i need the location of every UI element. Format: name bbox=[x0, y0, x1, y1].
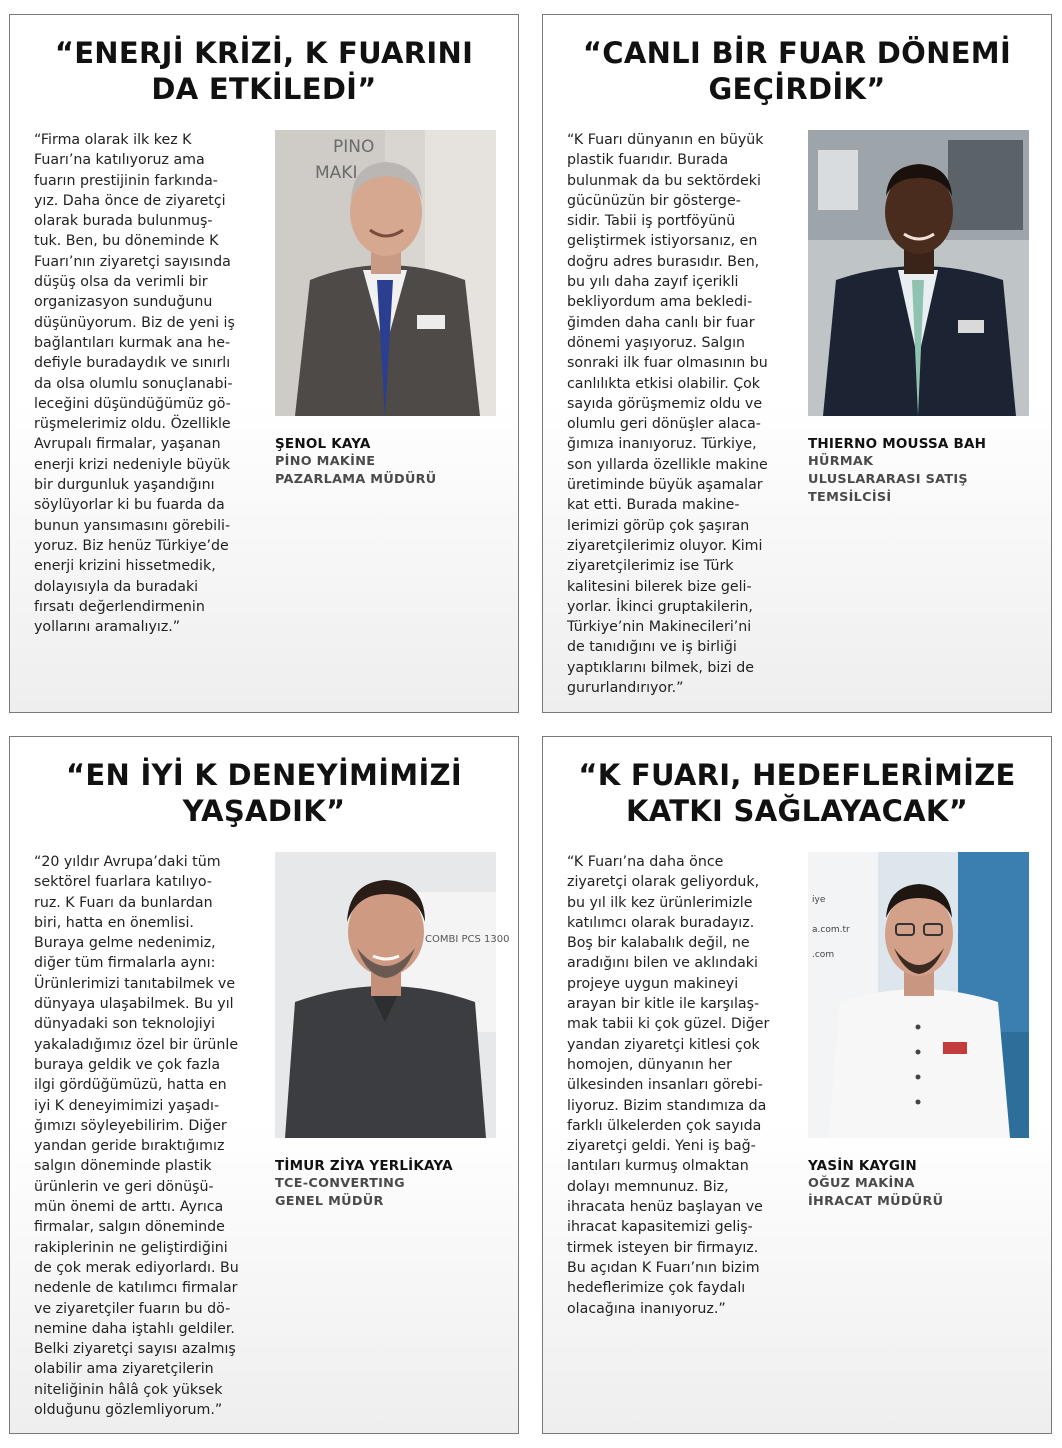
person-name: THIERNO MOUSSA BAH bbox=[808, 436, 987, 452]
interview-card-yasin-kaygin bbox=[542, 736, 1052, 1434]
person-role: PİNO MAKİNE PAZARLAMA MÜDÜRÜ bbox=[275, 454, 437, 487]
card-headline: “CANLI BİR FUAR DÖNEMİ GEÇİRDİK” bbox=[582, 36, 1012, 106]
photo-sign-line-3: .com bbox=[812, 950, 835, 960]
portrait-photo bbox=[275, 852, 510, 1138]
card-headline: “K FUARI, HEDEFLERİMİZE KATKI SAĞLAYACAK” bbox=[578, 758, 1016, 828]
person-name: TİMUR ZİYA YERLİKAYA bbox=[275, 1158, 453, 1174]
card-quote-text: “K Fuarı dünyanın en büyük plastik fuarıdır. Burada bulunmak da bu sektördeki gücünüzün bir gösterge- sidir. Tabii iş portföyünü geliştirmek istiyorsanız, en doğru adres burasıdır. Ben, bu yılı daha zayıf içerikli bekliyordum ama bekledi- ğimden daha canlı bir fuar dönemi yaşıyoruz. Salgın sonraki ilk fuar olmasının bu canlılıkta etkisi olabilir. Çok sayıda görüşmemiz oldu ve olumlu geri dönüşler alaca- ğımıza inanıyoruz. Türkiye, son yıllarda özellikle makine üretiminde büyük aşamalar kat etti. Burada makine- lerimizi görüp çok şaşıran ziyaretçilerimiz oluyor. Kimi ziyaretçilerimiz ise Türk kalitesini bilerek bize geli- yorlar. İkinci gruptakilerin, Türkiye’nin Makinecileri’ni de tanıdığını ve iş birliği yaptıklarını bilmek, bizi de gururlandırıyor.” bbox=[567, 132, 768, 697]
portrait-yasin-kaygin-image bbox=[808, 852, 1029, 1138]
portrait-photo bbox=[808, 852, 1029, 1138]
portrait-thierno-moussa-bah-image bbox=[808, 130, 1029, 416]
photo-sign-line-2: MAKI bbox=[315, 163, 358, 183]
card-quote-text: “K Fuarı’na daha önce ziyaretçi olarak geliyorduk, bu yıl ilk kez ürünlerimizle katılımcı olarak buradayız. Boş bir kalabalık değil, ne aradığını bilen ve aklındaki projeye uygun makineyi arayan bir kitle ile karşılaş- mak tabii ki çok güzel. Diğer yandan ziyaretçi kitlesi çok homojen, dünyanın her ülkesinden insanları görebi- liyoruz. Bizim standımıza da farklı ülkelerden çok sayıda ziyaretçi geldi. Yeni iş bağ- lantıları kurmuş olmaktan dolayı memnunuz. Biz, ihracata henüz başlayan ve ihracat kapasitemizi geliş- tirmek isteyen bir firmayız. Bu açıdan K Fuarı’nın bizim hedeflerimize çok faydalı olacağına inanıyoruz.” bbox=[567, 854, 770, 1317]
photo-sign: COMBI PCS 1300 bbox=[425, 934, 510, 945]
card-headline: “ENERJİ KRİZİ, K FUARINI DA ETKİLEDİ” bbox=[54, 36, 474, 106]
person-credit bbox=[275, 435, 505, 489]
card-quote-text: “20 yıldır Avrupa’daki tüm sektörel fuarlara katılıyo- ruz. K Fuarı da bunlardan biri, hatta en önemlisi. Buraya gelme nedenimiz, diğer tüm firmalarla aynı: Ürünlerimizi tanıtabilmek ve dünyaya ulaşabilmek. Bu yıl dünyadaki son teknolojiyi yakaladığımız özel bir ürünle buraya geldik ve çok fazla ilgi gördüğümüzü, hatta en iyi K deneyimimizi yaşadı- ğımızı söyleyebilirim. Diğer yandan geride bıraktığımız salgın döneminde plastik ürünlerin ve geri dönüşü- mün önemi de arttı. Ayrıca firmalar, salgın döneminde rakiplerinin ne geliştirdiğini de çok merak ediyorlardı. Bu nedenle de katılımcı firmalar ve ziyaretçiler fuarın bu dö- nemine daha iştahlı geldiler. Belki ziyaretçi sayısı azalmış olabilir ama ziyaretçilerin niteliğinin hâlâ çok yüksek olduğunu gözlemliyorum.” bbox=[34, 854, 239, 1419]
photo-sign-line-2: a.com.tr bbox=[812, 925, 850, 935]
portrait-photo bbox=[275, 130, 496, 416]
person-name: ŞENOL KAYA bbox=[275, 436, 371, 452]
interview-card-senol-kaya bbox=[9, 14, 519, 713]
portrait-photo bbox=[808, 130, 1029, 416]
person-role: TCE-CONVERTING GENEL MÜDÜR bbox=[275, 1176, 405, 1209]
person-credit bbox=[808, 1157, 1038, 1211]
person-name: YASİN KAYGIN bbox=[808, 1158, 917, 1174]
person-role: OĞUZ MAKİNA İHRACAT MÜDÜRÜ bbox=[808, 1176, 944, 1209]
interview-card-timur-ziya-yerlikaya bbox=[9, 736, 519, 1434]
photo-sign-line-1: PINO bbox=[333, 137, 375, 157]
person-credit bbox=[808, 435, 1038, 507]
photo-sign-line-1: iye bbox=[812, 895, 826, 905]
portrait-senol-kaya-image bbox=[275, 130, 496, 416]
card-quote-text: “Firma olarak ilk kez K Fuarı’na katılıyoruz ama fuarın prestijinin farkında- yız. Daha önce de ziyaretçi olarak burada bulunmuş- tuk. Ben, bu döneminde K Fuarı’nın ziyaretçi sayısında düşüş olsa da verimli bir organizasyon sunduğunu düşünüyorum. Biz de yeni iş bağlantıları kurmak ana he- defiyle buradaydık ve sınırlı da olsa olumlu sonuçlanabi- leceğini düşündüğümüz gö- rüşmelerimiz oldu. Özellikle Avrupalı firmalar, yaşanan enerji krizi nedeniyle büyük bir durgunluk yaşandığını söylüyorlar ki bu fuarda da bunun yansımasını görebili- yoruz. Biz henüz Türkiye’de enerji krizini hissetmedik, dolayısıyla da buradaki fırsatı değerlendirmenin yollarını aramalıyız.” bbox=[34, 132, 235, 636]
interview-card-thierno-moussa-bah bbox=[542, 14, 1052, 713]
person-role: HÜRMAK ULUSLARARASI SATIŞ TEMSİLCİSİ bbox=[808, 454, 968, 505]
person-credit bbox=[275, 1157, 505, 1211]
portrait-timur-ziya-yerlikaya-image bbox=[275, 852, 510, 1138]
card-headline: “EN İYİ K DENEYİMİMİZİ YAŞADIK” bbox=[66, 758, 462, 828]
